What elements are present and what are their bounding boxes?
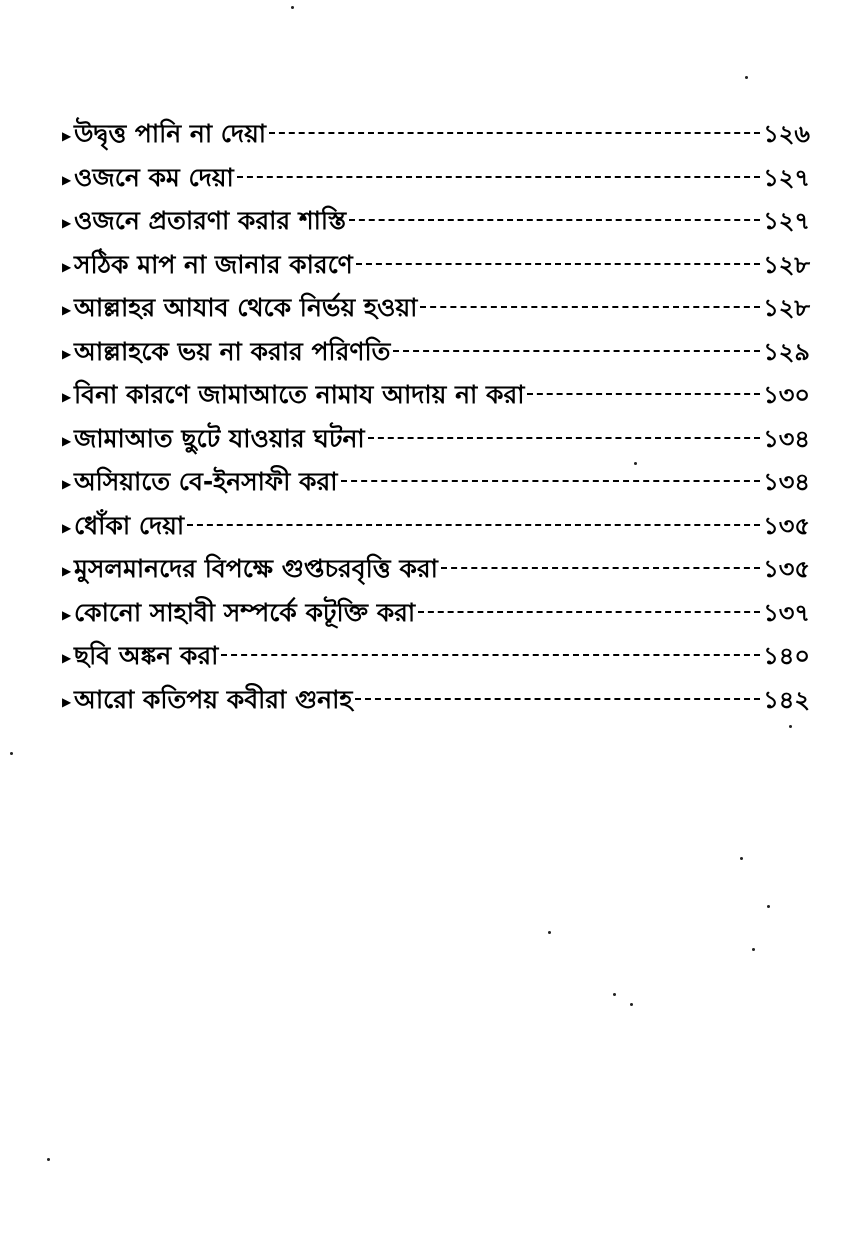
dotted-leader <box>420 306 760 308</box>
toc-entry <box>62 504 810 548</box>
toc-entry <box>62 373 810 417</box>
page-number: ১৩৪ <box>763 468 810 496</box>
entry-title: কোনো সাহাবী সম্পর্কে কটূক্তি করা <box>74 597 416 627</box>
dotted-leader <box>269 132 760 134</box>
page-number: ১৪০ <box>763 642 810 670</box>
entry-title: সঠিক মাপ না জানার কারণে <box>74 249 353 279</box>
toc-entry <box>62 678 810 722</box>
triangle-bullet-icon: ▶ <box>62 607 72 622</box>
scan-speck <box>767 905 770 908</box>
dotted-leader <box>441 567 760 569</box>
entry-title: ছবি অঙ্কন করা <box>74 641 219 670</box>
toc-entry <box>62 417 810 461</box>
triangle-bullet-icon: ▶ <box>62 303 72 317</box>
entry-title: উদ্বৃত্ত পানি না দেয়া <box>74 119 267 148</box>
dotted-leader <box>368 437 761 439</box>
dotted-leader <box>393 350 760 352</box>
entry-title: আরো কতিপয় কবীরা গুনাহ <box>74 684 353 714</box>
dotted-leader <box>355 698 760 700</box>
dotted-leader <box>349 219 760 221</box>
table-of-contents <box>62 112 810 721</box>
page-number: ১২৭ <box>763 207 810 235</box>
toc-entry <box>62 199 810 243</box>
dotted-leader <box>237 176 760 178</box>
scan-speck <box>630 1003 633 1006</box>
page-number: ১২৯ <box>763 337 810 366</box>
entry-title: আল্লাহর আযাব থেকে নির্ভয় হওয়া <box>74 293 418 322</box>
scan-speck <box>752 948 755 951</box>
scan-speck <box>740 857 743 860</box>
entry-title: জামাআত ছুটে যাওয়ার ঘটনা <box>74 423 365 453</box>
page-number: ১৩৫ <box>763 511 810 540</box>
dotted-leader <box>356 263 760 265</box>
toc-entry <box>62 460 810 504</box>
toc-entry <box>62 243 810 287</box>
entry-title: ধোঁকা দেয়া <box>74 510 185 540</box>
toc-entry <box>62 547 810 591</box>
dotted-leader <box>418 611 760 613</box>
triangle-bullet-icon: ▶ <box>62 651 72 665</box>
toc-entry <box>62 112 810 156</box>
page-number: ১৩৭ <box>763 598 810 627</box>
scan-speck <box>291 6 294 9</box>
triangle-bullet-icon: ▶ <box>62 564 72 578</box>
entry-title: ওজনে কম দেয়া <box>74 162 234 192</box>
entry-title: বিনা কারণে জামাআতে নামায আদায় না করা <box>74 380 525 409</box>
dotted-leader <box>341 480 761 482</box>
page-number: ১২৭ <box>763 163 810 192</box>
entry-title: আল্লাহকে ভয় না করার পরিণতি <box>74 336 391 366</box>
scan-speck <box>745 76 748 79</box>
triangle-bullet-icon: ▶ <box>62 694 72 709</box>
triangle-bullet-icon: ▶ <box>62 433 72 448</box>
triangle-bullet-icon: ▶ <box>62 520 72 535</box>
page-number: ১২৬ <box>763 120 810 148</box>
scan-speck <box>789 725 792 728</box>
scan-speck <box>10 752 13 755</box>
page-number: ১৩০ <box>763 381 810 409</box>
page-number: ১৪২ <box>763 685 810 714</box>
scan-speck <box>634 462 637 465</box>
toc-entry <box>62 634 810 678</box>
page-number: ১৩৪ <box>763 424 810 453</box>
entry-title: অসিয়াতে বে-ইনসাফী করা <box>74 467 338 496</box>
triangle-bullet-icon: ▶ <box>62 129 72 143</box>
triangle-bullet-icon: ▶ <box>62 259 72 274</box>
page-number: ১২৮ <box>763 250 810 279</box>
triangle-bullet-icon: ▶ <box>62 390 72 404</box>
triangle-bullet-icon: ▶ <box>62 216 72 230</box>
page-number: ১২৮ <box>763 294 810 322</box>
dotted-leader <box>527 393 760 395</box>
triangle-bullet-icon: ▶ <box>62 477 72 491</box>
dotted-leader <box>221 654 760 656</box>
scan-speck <box>613 993 616 996</box>
page-number: ১৩৫ <box>763 555 810 583</box>
toc-entry <box>62 591 810 635</box>
toc-entry <box>62 330 810 374</box>
dotted-leader <box>187 524 760 526</box>
scan-speck <box>47 1158 50 1161</box>
toc-entry <box>62 286 810 330</box>
entry-title: ওজনে প্রতারণা করার শাস্তি <box>74 206 347 235</box>
triangle-bullet-icon: ▶ <box>62 172 72 187</box>
triangle-bullet-icon: ▶ <box>62 346 72 361</box>
entry-title: মুসলমানদের বিপক্ষে গুপ্তচরবৃত্তি করা <box>74 554 438 583</box>
scan-speck <box>548 931 551 934</box>
toc-entry <box>62 156 810 200</box>
